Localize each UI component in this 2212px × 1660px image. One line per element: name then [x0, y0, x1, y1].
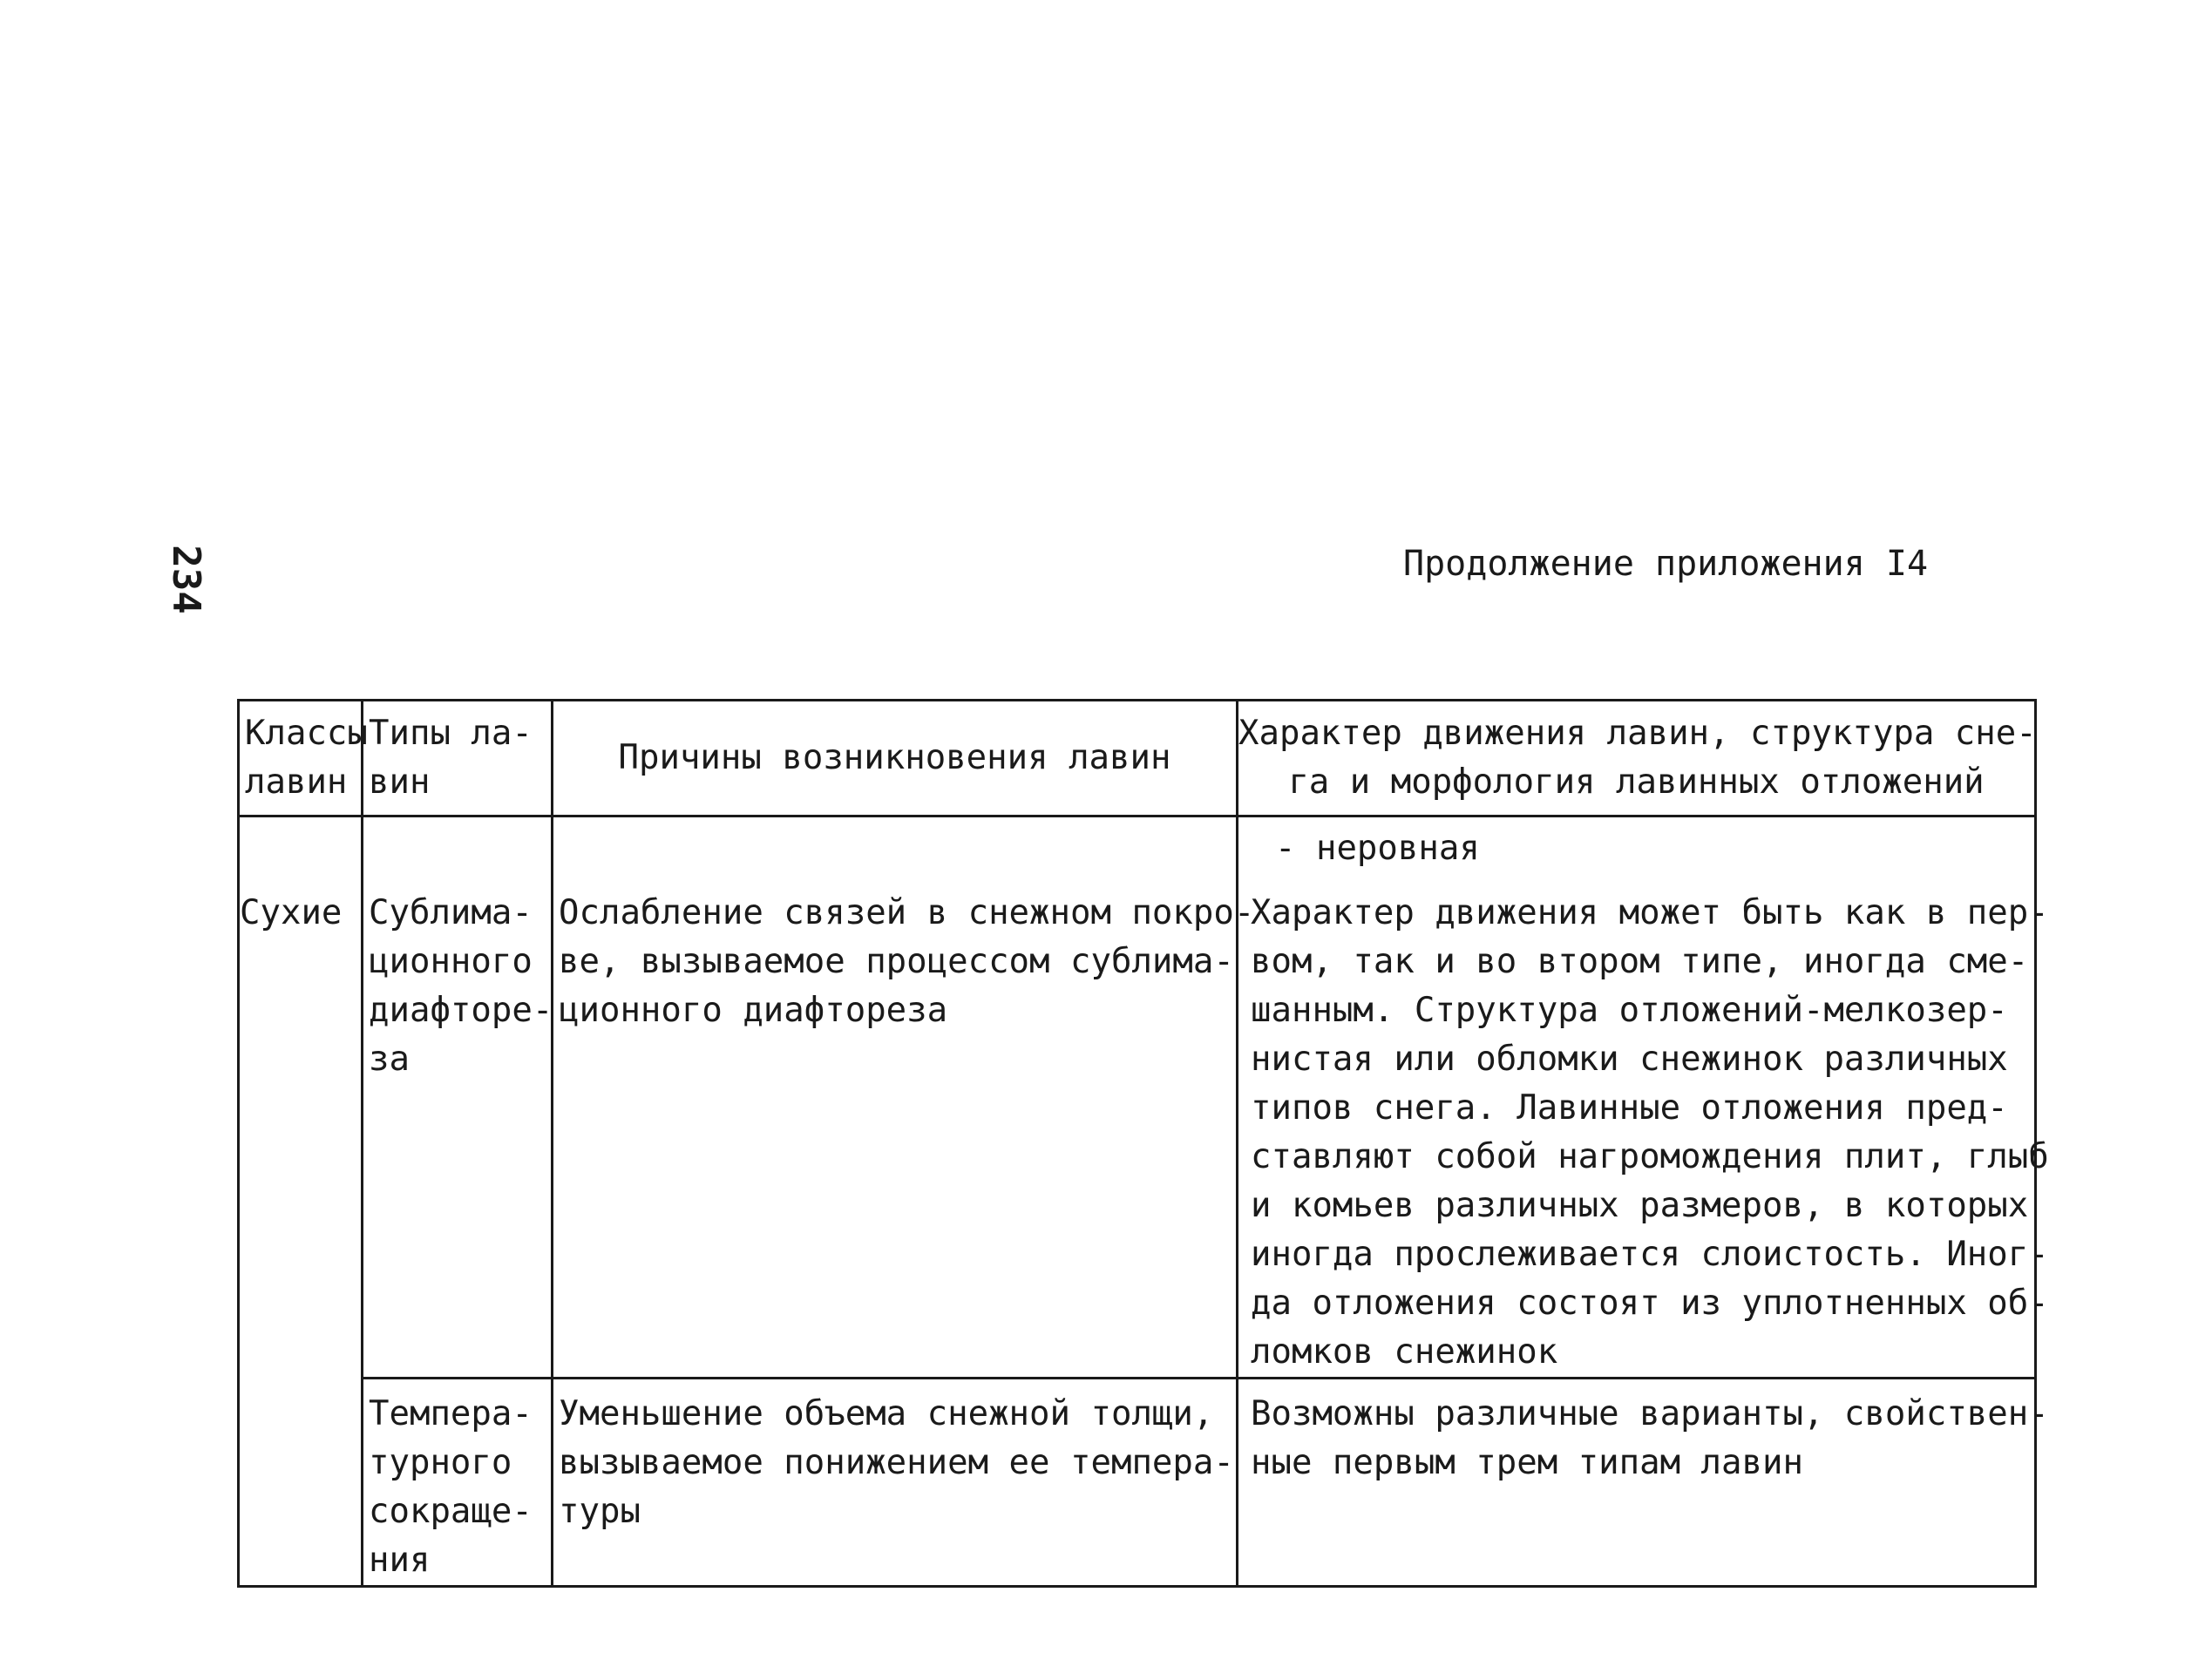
cell-type: Темпера- турного сокраще- ния [363, 1379, 553, 1587]
table-row [239, 1379, 2036, 1587]
character-lead: - неровная [1275, 829, 1480, 868]
header-character: Характер движения лавин, структура сне- га и морфология лавинных отложений [1238, 701, 2036, 816]
cell-class: Сухие [239, 816, 363, 1587]
cell-type: Сублима- ционного диафторе- за [363, 816, 553, 1379]
cell-character: Возможны различные варианты, свойствен- ные первым трем типам лавин [1238, 1379, 2036, 1587]
continuation-title: Продолжение приложения I4 [1403, 544, 1929, 584]
header-classes: Классы лавин [239, 701, 363, 816]
table-row [239, 816, 2036, 1379]
table-header-row [239, 701, 2036, 816]
cell-character: - неровная Характер движения может быть как в пер- вом, так и во втором типе, иногда сме- шанным. Структура отложений-мелкозер- нистая или обломки снежинок различных типов снега. Лавинные отложения пред- ставляют собой нагромождения плит, глыб и комьев различных размеров, в которых иногда прослеживается слоистость. Иног- да отложения состоят из уплотненных об- ломков снежинок [1238, 816, 2036, 1379]
avalanche-classification-table [237, 699, 2049, 1588]
header-types: Типы ла- вин [363, 701, 553, 816]
cell-cause: Уменьшение объема снежной толщи, вызываемое понижением ее темпера- туры [553, 1379, 1238, 1587]
cell-cause: Ослабление связей в снежном покро- ве, вызываемое процессом сублима- ционного диафтореза [553, 816, 1238, 1379]
header-causes: Причины возникновения лавин [553, 701, 1238, 816]
page-number: 234 [164, 545, 208, 614]
